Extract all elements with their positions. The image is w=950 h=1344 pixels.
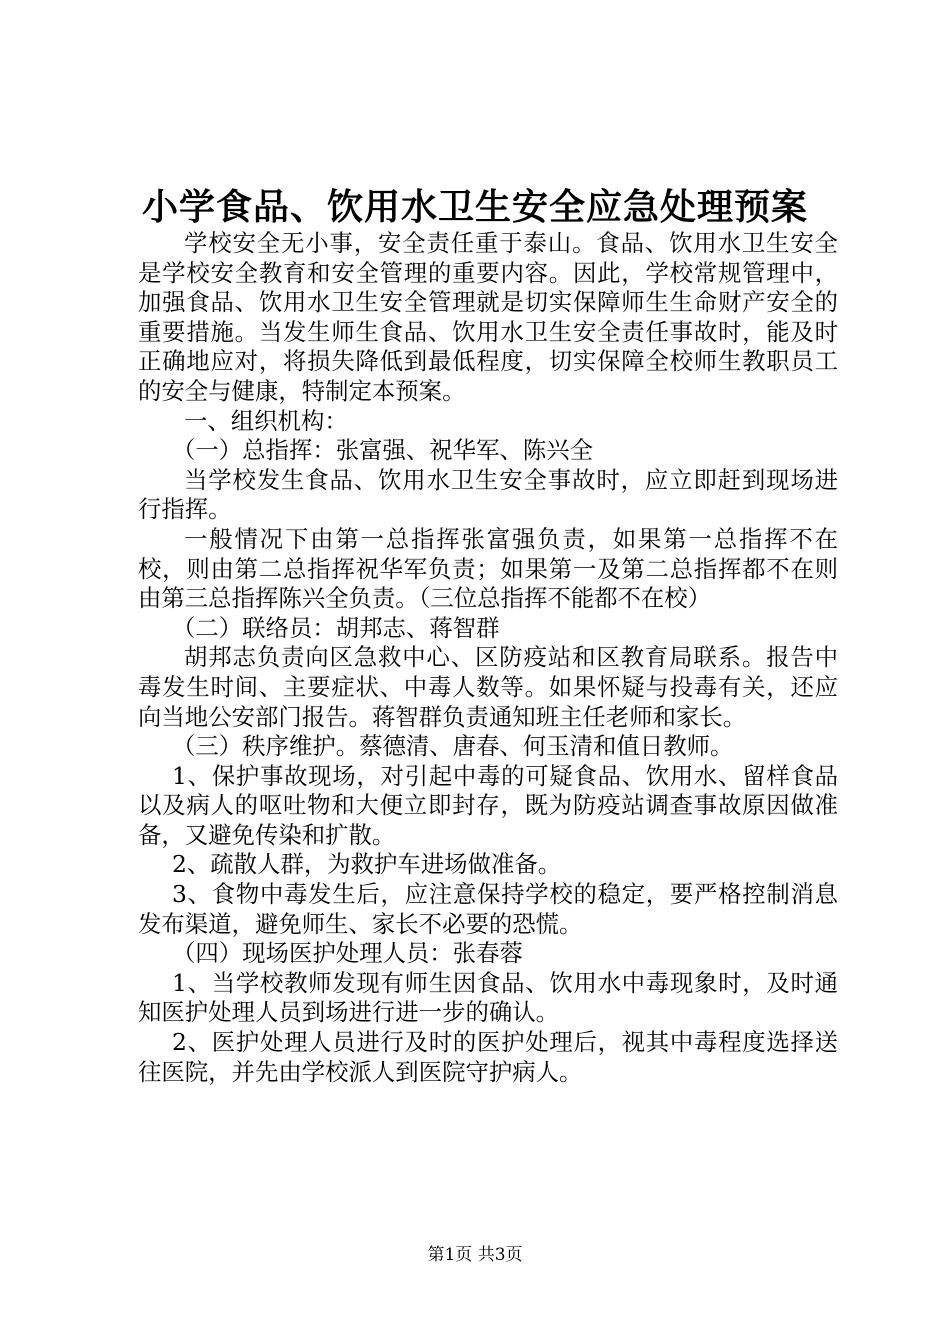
liaison-duty-paragraph: 胡邦志负责向区急救中心、区防疫站和区教育局联系。报告中毒发生时间、主要症状、中毒人数等。如果怀疑与投毒有关，还应向当地公安部门报告。蒋智群负责通知班主任老师和家长。 xyxy=(138,643,838,731)
page-footer: 第1页 共3页 xyxy=(427,1245,523,1265)
order-item-1: 1、保护事故现场，对引起中毒的可疑食品、饮用水、留样食品以及病人的呕吐物和大便立即封存，既为防疫站调查事故原因做准备，又避免传染和扩散。 xyxy=(138,761,838,849)
commander-duty-paragraph: 当学校发生食品、饮用水卫生安全事故时，应立即赶到现场进行指挥。 xyxy=(138,465,838,524)
subsection-medical: （四）现场医护处理人员：张春蓉 xyxy=(172,939,523,968)
order-item-3: 3、食物中毒发生后，应注意保持学校的稳定，要严格控制消息发布渠道，避免师生、家长不必要的恐慌。 xyxy=(138,880,838,938)
subsection-order-maintenance: （三）秩序维护。蔡德清、唐春、何玉清和值日教师。 xyxy=(172,732,734,761)
document-body xyxy=(138,229,838,1087)
order-item-2: 2、疏散人群，为救护车进场做准备。 xyxy=(172,850,562,879)
intro-paragraph: 学校安全无小事，安全责任重于泰山。食品、饮用水卫生安全是学校安全教育和安全管理的重要内容。因此，学校常规管理中，加强食品、饮用水卫生安全管理就是切实保障师生生命财产安全的重要措施。当发生师生食品、饮用水卫生安全责任事故时，能及时正确地应对，将损失降低到最低程度，切实保障全校师生教职员工的安全与健康，特制定本预案。 xyxy=(138,229,838,405)
subsection-liaison: （二）联络员：胡邦志、蒋智群 xyxy=(172,613,500,642)
document-title: 小学食品、饮用水卫生安全应急处理预案 xyxy=(141,187,808,228)
subsection-commander: （一）总指挥：张富强、祝华军、陈兴全 xyxy=(172,436,594,465)
commander-order-paragraph: 一般情况下由第一总指挥张富强负责，如果第一总指挥不在校，则由第二总指挥祝华军负责；如果第一及第二总指挥都不在则由第三总指挥陈兴全负责。（三位总指挥不能都不在校） xyxy=(138,524,838,613)
medical-item-2: 2、医护处理人员进行及时的医护处理后，视其中毒程度选择送往医院，并先由学校派人到医院守护病人。 xyxy=(138,1028,838,1086)
section-heading-organization: 一、组织机构： xyxy=(184,406,348,435)
medical-item-1: 1、当学校教师发现有师生因食品、饮用水中毒现象时，及时通知医护处理人员到场进行进一步的确认。 xyxy=(138,968,838,1027)
